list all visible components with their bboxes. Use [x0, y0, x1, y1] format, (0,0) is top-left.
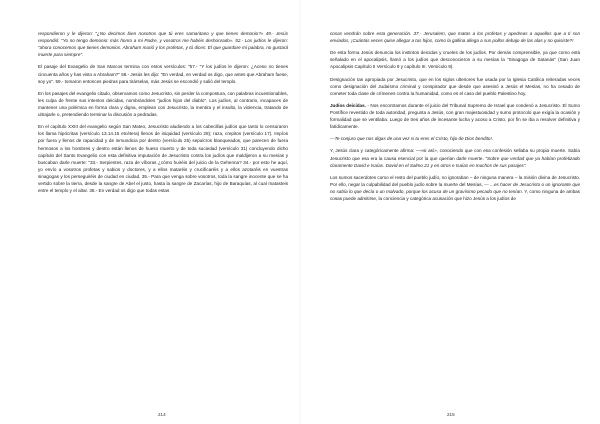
- paragraph-7-end: . Y, como ninguna de ambas cosas puede admitirse, la conciencia y categórica acusación que hizo Jesús a los judíos de: [330, 188, 580, 202]
- paragraph-7-text: Los sumos sacerdotes como el resto del pueblo judío, no ignoraban – de ninguna manera – la misión divina de Jesucristo. Por ello, negar la culpabilidad del pueblo judío sobre la muerte del Mesías,: [330, 174, 580, 187]
- page-number-left: 214: [158, 412, 166, 417]
- left-paragraph-2: El pasaje del Evangelio de San Marcos termina con estos versículos: "57.- "Y los judíos le dijeron: ¿Aceso no tienes cincuenta años y has visto a Abraham?" 58.- Jesús les dijo: "En verdad, en verdad os digo, que antes que Abraham fuese, soy yo". 59.- tomaron entonces piedras para tirárselas, más Jesús se escondió y salió del templo.: [38, 64, 288, 84]
- right-paragraph-6: [330, 147, 580, 168]
- book-gutter: [299, 0, 301, 424]
- right-paragraph-4: [330, 102, 580, 130]
- page-number-right: 215: [447, 412, 455, 417]
- right-paragraph-2: De esta forma Jesús denuncia los instintos deicidas y crueles de los judíos. Por demás comprensible, ya que como está señalado en el apocalipsis, llamó a los judíos que desconocieron a su mesías la "Sinagoga de Satanás" (San Juan Apocalipsis Capítulo II Versículo 9 y capítulo III. Versículo 9).: [330, 50, 580, 70]
- left-paragraph-3: En los pasajes del evangelio citado, observamos como Jesucristo, sin perder la compostura, con palabras incuestionables, les culpa de frente sus intentos deicidas, nombrándoles "judíos hijos del diablo". Los judíos, al contrario, incapaces de mantener una polémica en forma clara y digna, emplean con Jesucristo, la mentira y el insulto, la violencia, tratando de ultrajarle o, pretendiendo terminar la discusión a pedradas.: [38, 90, 288, 118]
- section-heading: Judíos deicidas.: [330, 102, 366, 108]
- right-page: [330, 30, 580, 416]
- left-paragraph-4: En el capítulo XXIII del evangelio según San Mateo, Jesucristo aludiendo a los cabecillas judíos que tanto lo censuraron los llama hipócritas (versículo 13.14.15 etcétera) llenos de iniquidad (versículo 28); raza, crepitos (versículo 17). Impíos por fuera y llenos de rapacidad y de inmundicia por dentro (versículo 25) sepulcros blanqueados, que parecen de fuera hermosos a los hombres y dentro están llenos de hueso muerto y de toda suciedad (versículo 31) concluyendo dicho capítulo del Santo Evangelio con esta definitiva imputación de Jesucristo contra los judíos que maldijeron a su mesías y buscaban darle muerte: "33.- Serpientes, raza de víboras ¿cómo huiréis del juicio de la Gehenna? 34.- por esto he aquí, yo envío a vosotros profetas y sabios y doctores, y a ellos mataréis y crucificaréis y a ellos azotaréis en vuestras sinagogas y los perseguiréis de ciudad en ciudad. 35.- Para que venga sobre vosotros, toda la sangre inocente que se ha vertido sobre la tierra, desde la sangre de Abel el justo, hasta la sangre de Zacarías, hijo de Baraquías, al cual matasteis entre el templo y el altar. 36.- En verdad os digo que todas estas: [38, 124, 288, 194]
- paragraph-7-quote: — ...es hacer de Jesucristo o un ignorante que no sabía lo que decía o un malvado, porque los acusa de un gravísimo pecado que no tenían: [330, 181, 581, 194]
- left-page: [38, 30, 288, 416]
- right-paragraph-7: [330, 174, 580, 202]
- right-paragraph-3: Designación tan apropiada por Jesucristo, que en los siglos ulteriores fue usada por la Iglesia Católica reiteradas veces como designación del Judaísmo criminal y conspirador que desde que asesinó a Jesús el Mesías, no ha cesado de cometer toda clase de crímenes contra la humanidad, como es el caso del pueblo Palestino hoy.: [330, 76, 580, 96]
- left-paragraph-1: respondieron y le dijeron: "¿No decimos bien nosotros que tú eres samaritano y que tienes demonio?» 49.- Jesús respondió: "Yo no tengo demonio: más honro a mi Padre, y vosotros me habéis deshonrado». 52.- Los judíos le dijeron: "ahora conocemos que tienes demonios. Abraham murió y los profetas, y tú dices: El que guardare mi palabra, no gustará muerte para siempre".: [38, 31, 288, 58]
- paragraph-6-text: Y, Jesús clara y categóricamente afirma: —«si así», conociendo que con esa confesión sellaba su propia muerte. Sabía Jesucristo que esa era la causa esencial por la que querían darle muerte.: [330, 148, 580, 161]
- section-body: - Nos encontramos durante el juicio del Tribunal Supremo de Israel que condenó a Jesucristo. El Sumo Pontífice revestido de toda autoridad, pregunta a Jesús, con gran majestuosidad y sumo protocolo que exigía la ocasión y formalidad que se ventilaba. Luego de tres años de incesante lucha y acoso a Cristo, por fin se iba a resolver definitiva y fatídicamente.: [330, 102, 580, 130]
- paragraph-6-quote: "Sobre que verdad que ya habían profetizado claramente David e Isaías. David en el Salmo 21 y en otros e Isaías en muchos de sus pasajes".: [330, 155, 580, 168]
- right-paragraph-1: cosas vendrán sobre esta generación. 37.- Jerusalem, que matas a los profetas y apedreas a aquellos que a ti son enviados, ¡Cuántas veces quise allegar a tus hijos, como la gallina allega a sus pollos debajo de las alas y no quisiste?!: [330, 31, 580, 44]
- right-paragraph-5: —Te conjuro que nos digas de una vez si tu eres el Cristo, hijo de Dios bendito!.: [330, 136, 494, 142]
